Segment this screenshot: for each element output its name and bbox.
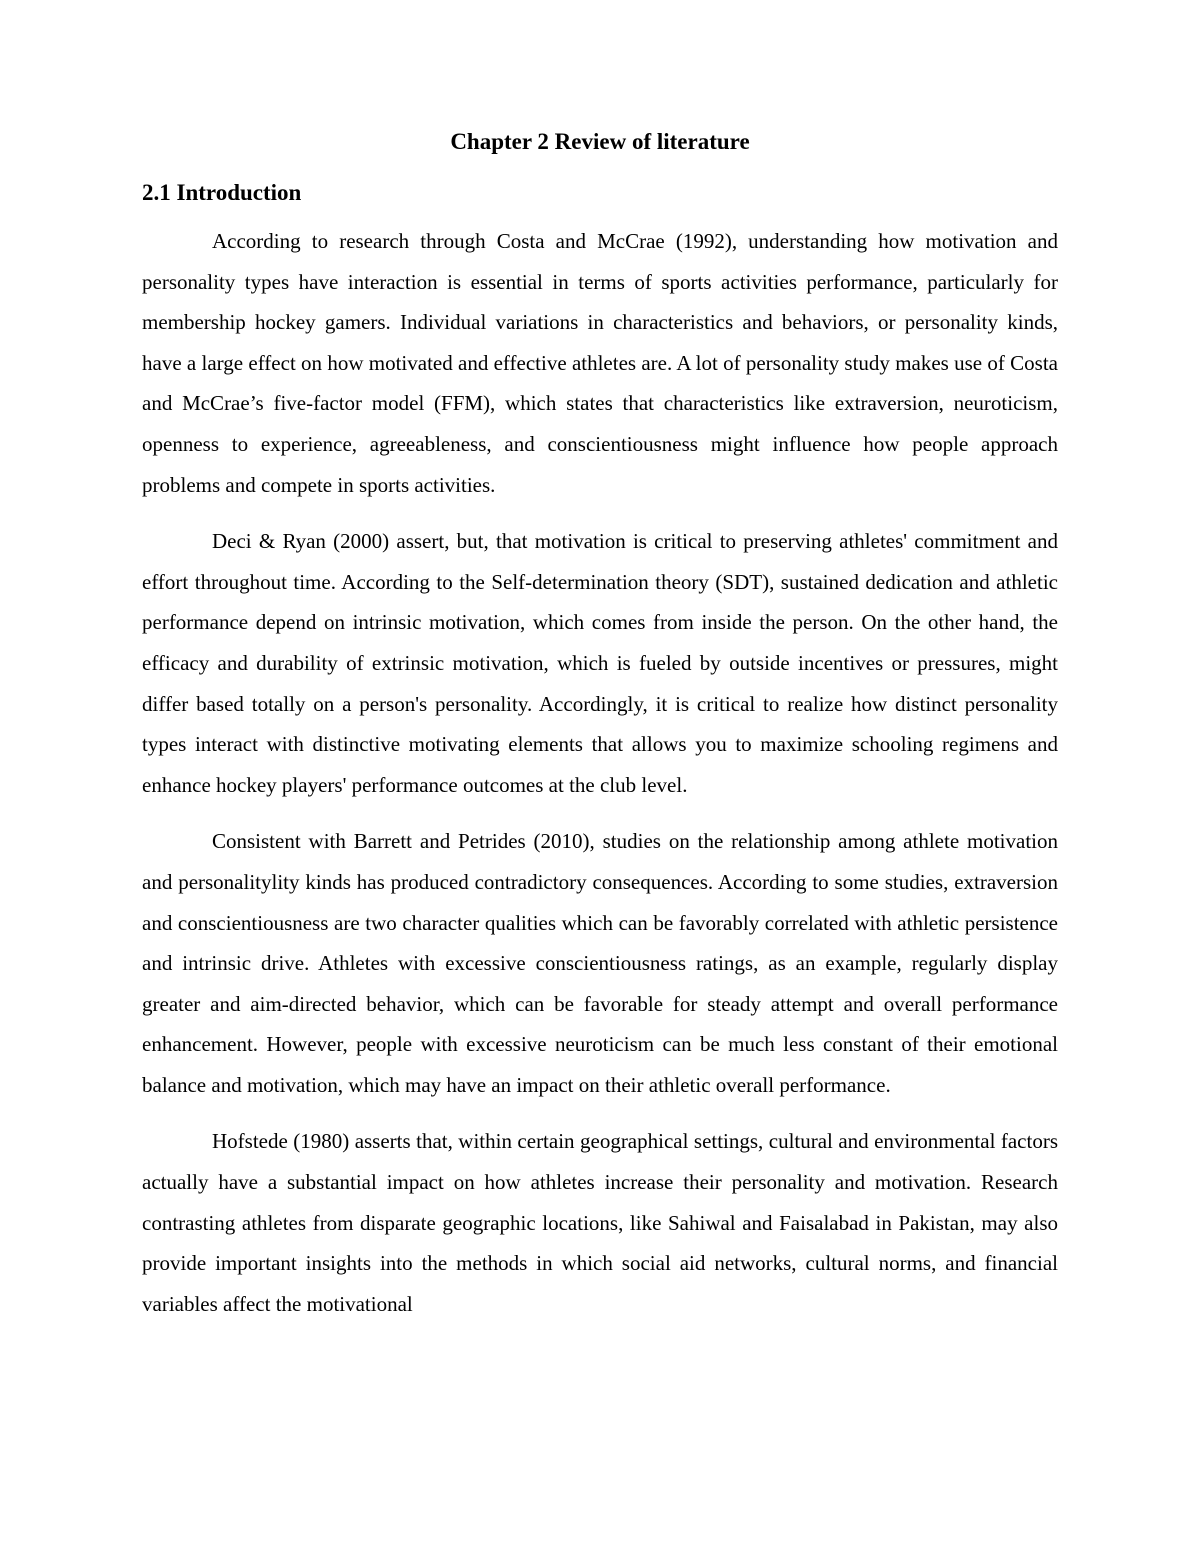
body-text <box>142 221 1058 1340</box>
paragraph-1: According to research through Costa and McCrae (1992), understanding how motivation and personality types have interaction is essential in terms of sports activities performance, particularly for membership hockey gamers. Individual variations in characteristics and behaviors, or personality kinds, have a large effect on how motivated and effective athletes are. A lot of personality study makes use of Costa and McCrae’s five-factor model (FFM), which states that characteristics like extraversion, neuroticism, openness to experience, agreeableness, and conscientiousness might influence how people approach problems and compete in sports activities. <box>142 229 1058 497</box>
paragraph-2: Deci & Ryan (2000) assert, but, that motivation is critical to preserving athletes' commitment and effort throughout time. According to the Self-determination theory (SDT), sustained dedication and athletic performance depend on intrinsic motivation, which comes from inside the person. On the other hand, the efficacy and durability of extrinsic motivation, which is fueled by outside incentives or pressures, might differ based totally on a person's personality. Accordingly, it is critical to realize how distinct personality types interact with distinctive motivating elements that allows you to maximize schooling regimens and enhance hockey players' performance outcomes at the club level. <box>142 529 1058 797</box>
paragraph-3: Consistent with Barrett and Petrides (2010), studies on the relationship among athlete motivation and personalitylity kinds has produced contradictory consequences. According to some studies, extraversion and conscientiousness are two character qualities which can be favorably correlated with athletic persistence and intrinsic drive. Athletes with excessive conscientiousness ratings, as an example, regularly display greater and aim-directed behavior, which can be favorable for steady attempt and overall performance enhancement. However, people with excessive neuroticism can be much less constant of their emotional balance and motivation, which may have an impact on their athletic overall performance. <box>142 829 1058 1097</box>
chapter-title: Chapter 2 Review of literature <box>450 129 750 154</box>
paragraph-4: Hofstede (1980) asserts that, within certain geographical settings, cultural and environmental factors actually have a substantial impact on how athletes increase their personality and motivation. Research contrasting athletes from disparate geographic locations, like Sahiwal and Faisalabad in Pakistan, may also provide important insights into the methods in which social aid networks, cultural norms, and financial variables affect the motivational <box>142 1129 1058 1316</box>
section-heading: 2.1 Introduction <box>142 180 302 205</box>
